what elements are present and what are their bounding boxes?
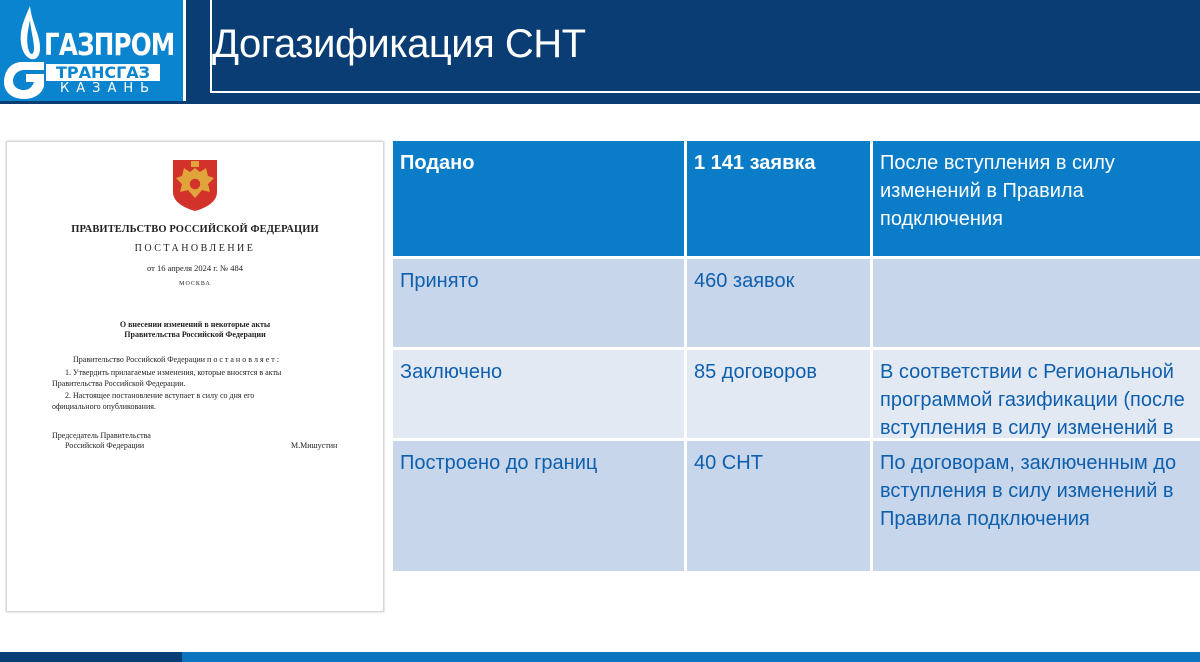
document-signer-title: Российской Федерации (65, 441, 145, 450)
table-cell-value: 85 договоров (687, 350, 870, 438)
document-signer-name: М.Мишустин (291, 441, 338, 450)
logo-subtitle: ТРАНСГАЗ (46, 64, 160, 81)
table-cell-label: Заключено (393, 350, 684, 438)
table-row (393, 350, 1200, 438)
document-paragraph: Правительства Российской Федерации. (52, 379, 186, 388)
russian-coat-of-arms-icon (170, 158, 220, 212)
page-title: Догазификация СНТ (212, 22, 586, 66)
document-paragraph: официального опубликования. (52, 402, 156, 411)
table-cell-value: 40 СНТ (687, 441, 870, 571)
document-paragraph: 1. Утвердить прилагаемые изменения, которые вносятся в акты (65, 368, 282, 377)
document-paragraph: Правительство Российской Федерации п о с т а н о в л я е т : (73, 355, 279, 364)
table-row (393, 259, 1200, 347)
company-logo (0, 0, 186, 101)
table-cell-value: 1 141 заявка (687, 141, 870, 256)
statistics-table (393, 141, 1200, 574)
table-cell-note: По договорам, заключенным до вступления в силу изменений в Правила подключения (873, 441, 1200, 571)
logo-wordmark: ГАЗПРОМ (44, 28, 175, 63)
table-cell-label: Подано (393, 141, 684, 256)
table-cell-label: Принято (393, 259, 684, 347)
document-city: МОСКВА (179, 281, 211, 287)
footer-accent (0, 652, 182, 662)
table-cell-note: В соответствии с Региональной программой газификации (после вступления в силу изменений в (873, 350, 1200, 438)
table-row (393, 141, 1200, 256)
table-cell-value: 460 заявок (687, 259, 870, 347)
decree-document (6, 141, 384, 612)
table-row (393, 441, 1200, 571)
table-cell-note: После вступления в силу изменений в Правила подключения (873, 141, 1200, 256)
document-signer-title: Председатель Правительства (52, 431, 151, 440)
table-cell-label: Построено до границ (393, 441, 684, 571)
table-cell-note (873, 259, 1200, 347)
document-type: ПОСТАНОВЛЕНИЕ (134, 243, 256, 254)
document-paragraph: 2. Настоящее постановление вступает в силу со дня его (65, 391, 255, 400)
footer-bar (0, 652, 1200, 662)
document-government: ПРАВИТЕЛЬСТВО РОССИЙСКОЙ ФЕДЕРАЦИИ (71, 224, 319, 235)
document-subject-line2: Правительства Российской Федерации (124, 330, 266, 339)
document-subject: О внесении изменений в некоторые акты (119, 320, 271, 329)
header-bar (0, 0, 1200, 104)
logo-city: КАЗАНЬ (60, 81, 157, 96)
document-date-number: от 16 апреля 2024 г. № 484 (147, 263, 243, 273)
